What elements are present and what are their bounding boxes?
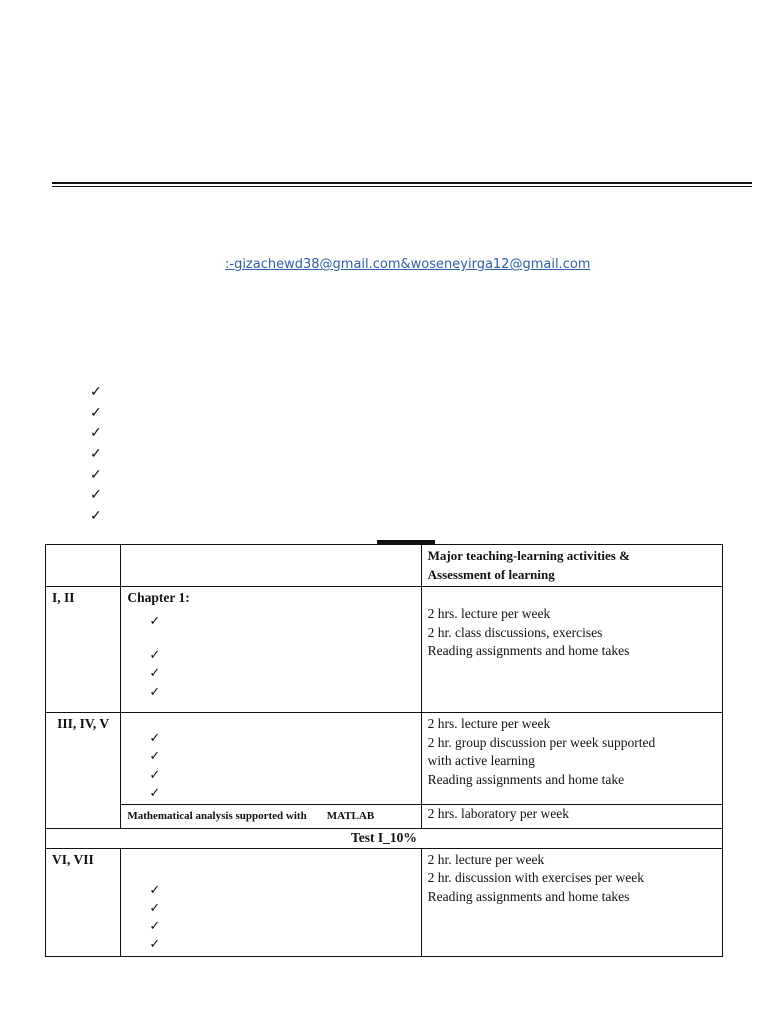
week-label: III, IV, V (46, 713, 121, 829)
checkmark-icon: ✓ (149, 918, 161, 934)
table-row-weeks-3-5 (46, 713, 723, 805)
checkmark-icon: ✓ (149, 899, 161, 915)
matlab-tail: MATLAB (326, 810, 375, 823)
checkmark-icon: ✓ (149, 665, 161, 681)
checkmark-icon: ✓ (149, 612, 161, 628)
header-activities-cell (421, 545, 722, 587)
activities-cell (421, 848, 722, 956)
activity-line: 2 hr. group discussion per week supported (427, 734, 656, 750)
matlab-text: Mathematical analysis supported with (127, 810, 307, 823)
activities-cell (421, 805, 722, 829)
checkmark-icon: ✓ (149, 748, 161, 764)
activity-line: 2 hrs. laboratory per week (427, 806, 569, 822)
checkmark-icon: ✓ (90, 509, 102, 525)
checkmark-icon: ✓ (149, 730, 161, 746)
checkmark-icon: ✓ (149, 683, 161, 699)
checkmark-icon: ✓ (149, 881, 161, 897)
checkmark-icon: ✓ (149, 647, 161, 663)
header-activities-line: Assessment of learning (427, 566, 555, 582)
test-label: Test I_10% (46, 828, 723, 848)
activities-cell (421, 587, 722, 713)
objectives-checklist (90, 383, 102, 528)
table-header-row (46, 545, 723, 587)
header-activities-line: Major teaching-learning activities & (427, 548, 630, 563)
header-rule-top (52, 182, 752, 184)
table-row-weeks-1-2 (46, 587, 723, 713)
checkmark-icon: ✓ (90, 488, 102, 504)
checkmark-icon: ✓ (149, 936, 161, 952)
activity-line: 2 hrs. lecture per week (427, 606, 551, 622)
contact-email-link[interactable]: :-gizachewd38@gmail.com&woseneyirga12@gmail.com (225, 257, 591, 272)
activity-line: Reading assignments and home takes (427, 888, 630, 904)
table-row-lab (46, 805, 723, 829)
header-week-cell (46, 545, 121, 587)
content-cell (121, 713, 421, 805)
checkmark-icon: ✓ (90, 467, 102, 483)
checkmark-icon: ✓ (90, 426, 102, 442)
week-label: I, II (46, 587, 121, 713)
activity-line: 2 hr. discussion with exercises per week (427, 870, 644, 886)
content-cell (121, 587, 421, 713)
content-cell (121, 848, 421, 956)
table-row-weeks-6-7 (46, 848, 723, 956)
checkmark-icon: ✓ (90, 405, 102, 421)
content-cell-matlab (121, 805, 421, 829)
activities-cell (421, 713, 722, 805)
activity-line: Reading assignments and home take (427, 771, 625, 787)
checkmark-icon: ✓ (149, 785, 161, 801)
chapter-title: Chapter 1: (127, 590, 190, 606)
checkmark-icon: ✓ (90, 385, 102, 400)
checkmark-icon: ✓ (90, 447, 102, 463)
activity-line: 2 hr. lecture per week (427, 851, 545, 867)
table-row-test (46, 828, 723, 848)
activity-line: with active learning (427, 753, 535, 769)
checkmark-icon: ✓ (149, 766, 161, 782)
week-label: VI, VII (46, 848, 121, 956)
header-content-cell (121, 545, 421, 587)
activity-line: 2 hr. class discussions, exercises (427, 624, 603, 640)
course-schedule-table (45, 544, 723, 957)
activity-line: Reading assignments and home takes (427, 643, 630, 659)
header-rule-bottom (52, 186, 752, 187)
activity-line: 2 hrs. lecture per week (427, 716, 551, 732)
